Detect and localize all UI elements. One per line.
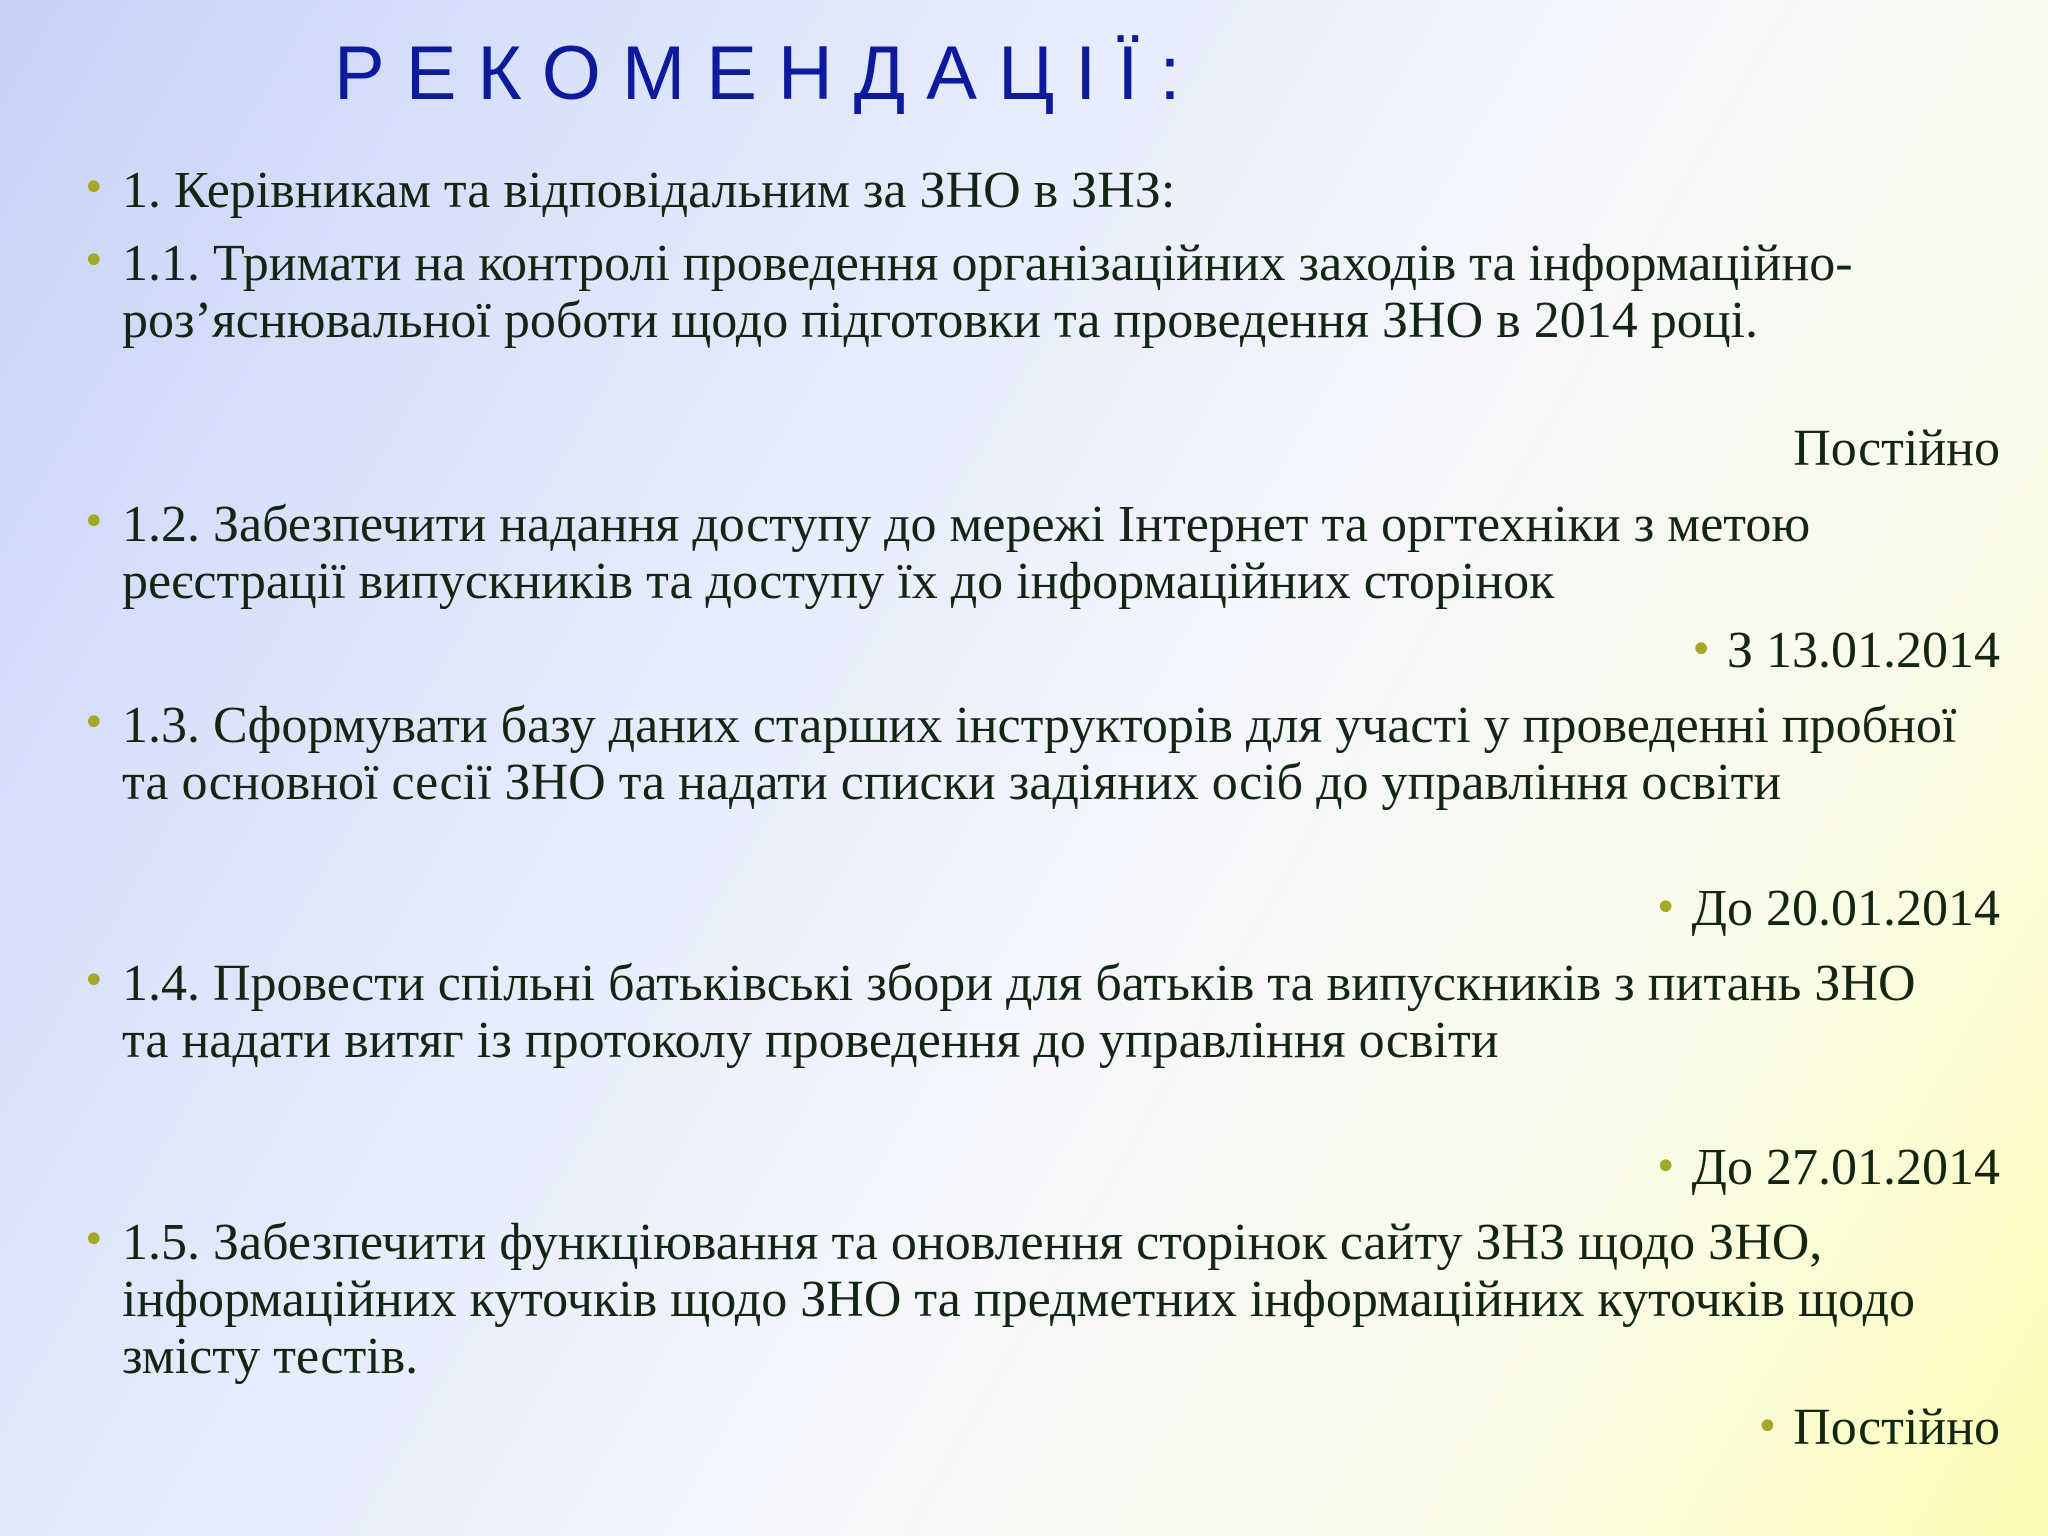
deadline xyxy=(1654,880,2000,937)
list-item xyxy=(82,1214,2002,1385)
list-item xyxy=(82,697,2012,811)
list-item xyxy=(82,955,1972,1069)
list-item xyxy=(82,162,2002,219)
bullet-icon: • xyxy=(82,165,106,211)
bullet-icon: • xyxy=(82,958,106,1004)
deadline xyxy=(1756,1399,2000,1456)
deadline-text: До 20.01.2014 xyxy=(1691,880,2000,937)
list-item xyxy=(82,235,2002,349)
deadline-text: До 27.01.2014 xyxy=(1691,1139,2000,1196)
item-text: 1.3. Сформувати базу даних старших інструкторів для участі у проведенні пробної та основної сесії ЗНО та надати списки задіяних осіб до управління освіти xyxy=(122,697,1957,811)
item-text: 1.4. Провести спільні батьківські збори для батьків та випускників з питань ЗНО та надати витяг із протоколу проведення до управління освіти xyxy=(122,955,1916,1069)
deadline xyxy=(1689,622,2000,679)
deadline xyxy=(1793,420,2000,477)
deadline-text: З 13.01.2014 xyxy=(1726,622,2000,679)
deadline-text: Постійно xyxy=(1793,1399,2000,1456)
deadline-text: Постійно xyxy=(1793,420,2000,477)
bullet-icon: • xyxy=(82,1217,106,1263)
bullet-icon: • xyxy=(1689,627,1713,673)
bullet-icon: • xyxy=(82,499,106,545)
bullet-icon: • xyxy=(1653,885,1678,931)
bullet-icon: • xyxy=(1755,1404,1780,1450)
item-text: 1.5. Забезпечити функціювання та оновлення сторінок сайту ЗНЗ щодо ЗНО, інформаційних куточків щодо ЗНО та предметних інформаційних куточків щодо змісту тестів. xyxy=(122,1214,1916,1385)
bullet-icon: • xyxy=(82,238,106,284)
item-text: 1. Керівникам та відповідальним за ЗНО в ЗНЗ: xyxy=(122,162,1176,219)
slide-title: РЕКОМЕНДАЦІЇ: xyxy=(334,31,1202,116)
item-text: 1.2. Забезпечити надання доступу до мережі Інтернет та оргтехніки з метою реєстрації випускників та доступу їх до інформаційних сторінок xyxy=(122,496,1811,610)
bullet-icon: • xyxy=(82,700,106,746)
deadline xyxy=(1654,1139,2000,1196)
item-text: 1.1. Тримати на контролі проведення організаційних заходів та інформаційно-роз’яснювальної роботи щодо підготовки та проведення ЗНО в 2014 році. xyxy=(122,235,1853,349)
bullet-icon: • xyxy=(1653,1144,1678,1190)
list-item xyxy=(82,496,2002,610)
